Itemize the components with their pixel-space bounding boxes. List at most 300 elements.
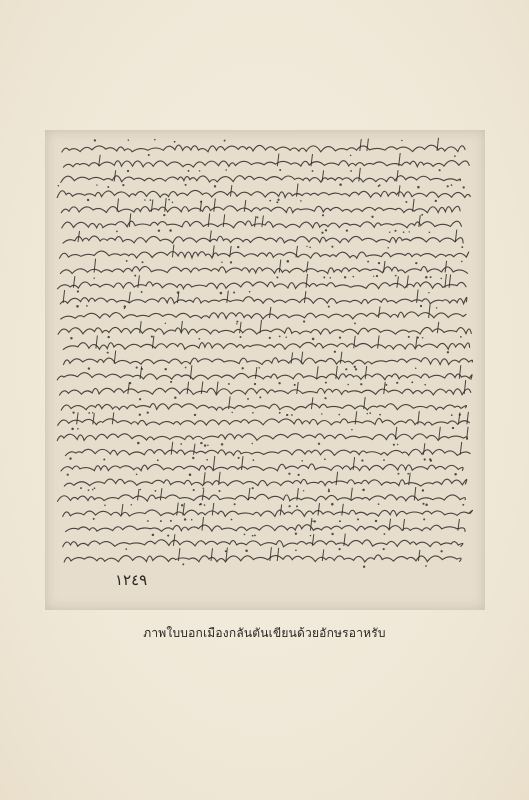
diacritic-dot	[88, 489, 90, 491]
diacritic-dot	[207, 444, 209, 446]
diacritic-dot	[259, 396, 261, 398]
diacritic-dot	[76, 305, 79, 308]
diacritic-dot	[389, 231, 390, 232]
diacritic-dot	[323, 276, 325, 278]
ascender-stroke	[378, 336, 380, 349]
diacritic-dot	[152, 534, 155, 537]
diacritic-dot	[94, 487, 96, 489]
diacritic-dot	[182, 563, 184, 565]
diacritic-dot	[424, 458, 426, 460]
ascender-stroke	[414, 487, 416, 500]
diacritic-dot	[218, 490, 220, 492]
diacritic-dot	[289, 505, 291, 507]
diacritic-dot	[301, 460, 303, 462]
diacritic-dot	[137, 442, 140, 445]
diacritic-dot	[172, 202, 174, 204]
diacritic-dot	[288, 473, 290, 475]
diacritic-dot	[362, 489, 365, 492]
diacritic-dot	[170, 520, 172, 522]
diacritic-dot	[131, 504, 133, 506]
diacritic-dot	[128, 139, 130, 141]
diacritic-dot	[403, 231, 405, 233]
diacritic-dot	[103, 458, 105, 460]
diacritic-dot	[169, 229, 172, 232]
diacritic-dot	[411, 381, 413, 383]
diacritic-dot	[447, 351, 449, 353]
diacritic-dot	[440, 550, 442, 552]
diacritic-dot	[352, 276, 354, 278]
diacritic-dot	[136, 473, 138, 475]
ascender-stroke	[77, 412, 79, 424]
diacritic-dot	[279, 336, 281, 338]
diacritic-dot	[421, 214, 423, 216]
script-line	[63, 236, 463, 243]
ascender-stroke	[138, 489, 140, 500]
ascender-stroke	[227, 291, 229, 303]
diacritic-dot	[462, 504, 464, 506]
diacritic-dot	[325, 382, 327, 384]
ascender-stroke	[304, 291, 306, 303]
ascender-stroke	[269, 307, 271, 318]
diacritic-dot	[345, 368, 347, 370]
diacritic-dot	[221, 443, 223, 445]
ascender-stroke	[384, 261, 386, 273]
diacritic-dot	[122, 184, 124, 186]
script-line	[60, 251, 469, 258]
diacritic-dot	[72, 411, 74, 413]
script-line	[61, 404, 466, 411]
diacritic-dot	[401, 140, 402, 141]
diacritic-dot	[367, 413, 368, 414]
manuscript-date: ١٢٤٩	[115, 571, 148, 589]
script-line	[61, 206, 460, 213]
diacritic-dot	[395, 275, 397, 277]
diacritic-dot	[394, 230, 396, 232]
diacritic-dot	[231, 412, 232, 413]
diacritic-dot	[93, 277, 95, 279]
script-line	[63, 342, 469, 349]
ascender-stroke	[172, 245, 174, 258]
diacritic-dot	[136, 367, 138, 369]
ascender-stroke	[397, 277, 399, 288]
ascender-stroke	[384, 382, 386, 394]
diacritic-dot	[328, 489, 330, 491]
script-line	[64, 479, 466, 486]
diacritic-dot	[300, 200, 302, 202]
diacritic-dot	[347, 384, 349, 386]
ascender-stroke	[208, 213, 210, 227]
diacritic-dot	[424, 384, 426, 386]
diacritic-dot	[87, 199, 89, 201]
diacritic-dot	[214, 185, 216, 187]
ascender-stroke	[413, 199, 415, 212]
diacritic-dot	[242, 367, 244, 369]
diacritic-dot	[354, 322, 356, 324]
diacritic-dot	[204, 504, 206, 506]
diacritic-dot	[461, 261, 463, 263]
handwritten-arabic-script	[45, 130, 485, 610]
diacritic-dot	[69, 457, 71, 459]
diacritic-dot	[331, 246, 333, 248]
diacritic-dot	[461, 246, 463, 248]
diacritic-dot	[463, 186, 465, 188]
diacritic-dot	[244, 534, 246, 536]
diacritic-dot	[225, 169, 227, 171]
diacritic-dot	[252, 412, 254, 414]
diacritic-dot	[126, 260, 128, 262]
diacritic-dot	[378, 262, 380, 264]
diacritic-dot	[140, 489, 142, 491]
script-line	[65, 449, 470, 455]
diacritic-dot	[147, 520, 149, 522]
diacritic-dot	[454, 473, 457, 476]
diacritic-dot	[378, 185, 380, 187]
diacritic-dot	[234, 503, 236, 505]
diacritic-dot	[435, 200, 437, 202]
diacritic-dot	[355, 368, 357, 370]
diacritic-dot	[107, 186, 109, 188]
script-line	[57, 373, 472, 380]
diacritic-dot	[189, 473, 192, 476]
diacritic-dot	[291, 414, 293, 416]
diacritic-dot	[415, 262, 417, 264]
script-line	[66, 525, 465, 532]
diacritic-dot	[298, 474, 300, 476]
ascender-stroke	[214, 198, 216, 211]
ascender-stroke	[407, 276, 409, 288]
diacritic-dot	[454, 155, 456, 157]
diacritic-dot	[383, 548, 385, 550]
diacritic-dot	[351, 429, 353, 431]
ascender-stroke	[279, 260, 281, 273]
diacritic-dot	[269, 337, 271, 339]
diacritic-dot	[96, 184, 97, 185]
diacritic-dot	[181, 504, 183, 506]
diacritic-dot	[124, 308, 126, 310]
diacritic-dot	[371, 216, 373, 218]
diacritic-dot	[398, 473, 400, 475]
script-line	[61, 312, 466, 319]
ascender-stroke	[202, 489, 204, 500]
diacritic-dot	[314, 520, 316, 522]
diacritic-dot	[154, 139, 156, 141]
ascender-stroke	[351, 488, 353, 501]
diacritic-dot	[134, 275, 136, 277]
script-line	[63, 540, 463, 547]
diacritic-dot	[420, 305, 422, 307]
ascender-stroke	[223, 214, 225, 227]
diacritic-dot	[254, 534, 256, 536]
diacritic-dot	[276, 201, 278, 203]
diacritic-dot	[220, 292, 223, 295]
diacritic-dot	[199, 170, 201, 172]
diacritic-dot	[324, 458, 326, 460]
diacritic-dot	[415, 367, 417, 369]
ascender-stroke	[211, 548, 213, 561]
diacritic-dot	[124, 305, 127, 308]
diacritic-dot	[125, 548, 127, 550]
ascender-stroke	[230, 246, 232, 257]
diacritic-dot	[224, 140, 226, 142]
diacritic-dot	[276, 276, 278, 278]
diacritic-dot	[257, 216, 259, 218]
script-line	[64, 358, 473, 365]
script-line	[60, 388, 471, 395]
diacritic-dot	[350, 155, 352, 157]
diacritic-dot	[338, 548, 340, 550]
diacritic-dot	[199, 504, 201, 506]
diacritic-dot	[252, 535, 254, 537]
diacritic-dot	[375, 520, 377, 522]
ascender-stroke	[94, 259, 96, 273]
ascender-stroke	[255, 367, 257, 379]
ascender-stroke	[240, 322, 242, 333]
diacritic-dot	[192, 457, 194, 459]
ascender-stroke	[255, 216, 257, 227]
script-line	[64, 555, 461, 562]
ascender-stroke	[202, 517, 204, 531]
diacritic-dot	[328, 306, 330, 308]
diacritic-dot	[194, 414, 196, 416]
script-line	[58, 327, 471, 334]
diacritic-dot	[185, 367, 187, 369]
diacritic-dot	[92, 489, 93, 490]
diacritic-dot	[379, 414, 381, 416]
ascender-stroke	[340, 352, 342, 364]
diacritic-dot	[71, 428, 74, 431]
ascender-stroke	[306, 274, 308, 288]
ascender-stroke	[464, 380, 466, 394]
ascender-stroke	[160, 488, 162, 500]
diacritic-dot	[286, 414, 288, 416]
ascender-stroke	[310, 518, 312, 531]
diacritic-dot	[383, 533, 385, 535]
diacritic-dot	[294, 384, 296, 386]
diacritic-dot	[116, 231, 118, 233]
diacritic-dot	[357, 518, 359, 520]
ascender-stroke	[353, 457, 355, 470]
diacritic-dot	[312, 520, 313, 521]
script-line	[58, 494, 466, 501]
diacritic-dot	[203, 488, 205, 490]
diacritic-dot	[321, 232, 323, 234]
diacritic-dot	[361, 459, 363, 461]
ascender-stroke	[187, 382, 189, 394]
diacritic-dot	[346, 229, 348, 231]
ascender-stroke	[307, 261, 309, 272]
diacritic-dot	[409, 231, 410, 232]
diacritic-dot	[252, 487, 254, 489]
diacritic-dot	[428, 292, 429, 293]
diacritic-dot	[180, 443, 182, 445]
ascender-stroke	[194, 444, 196, 455]
ascender-stroke	[317, 366, 319, 379]
diacritic-dot	[354, 366, 356, 368]
diacritic-dot	[429, 232, 431, 234]
ascender-stroke	[336, 472, 338, 485]
diacritic-dot	[237, 246, 239, 248]
diacritic-dot	[70, 337, 72, 339]
diacritic-dot	[170, 381, 172, 383]
diacritic-dot	[303, 320, 305, 322]
diacritic-dot	[147, 411, 149, 413]
diacritic-dot	[240, 336, 242, 338]
diacritic-dot	[127, 170, 129, 172]
diacritic-dot	[383, 459, 385, 461]
diacritic-dot	[439, 169, 441, 171]
diacritic-dot	[142, 261, 144, 263]
ascender-stroke	[129, 292, 131, 303]
diacritic-dot	[279, 412, 281, 414]
diacritic-dot	[151, 336, 153, 338]
diacritic-dot	[150, 199, 152, 201]
diacritic-dot	[312, 338, 315, 341]
ascender-stroke	[244, 200, 246, 212]
diacritic-dot	[328, 490, 330, 492]
diacritic-dot	[425, 276, 428, 279]
ascender-stroke	[429, 304, 431, 318]
manuscript-plate	[45, 130, 485, 610]
diacritic-dot	[193, 489, 195, 491]
diacritic-dot	[422, 503, 424, 505]
ascender-stroke	[342, 504, 344, 516]
ascender-stroke	[399, 185, 401, 196]
diacritic-dot	[94, 139, 96, 141]
diacritic-dot	[67, 474, 69, 476]
ascender-stroke	[242, 456, 244, 470]
diacritic-dot	[144, 199, 146, 201]
ascender-stroke	[318, 503, 320, 515]
diacritic-dot	[157, 459, 159, 461]
diacritic-dot	[296, 505, 298, 507]
script-line	[63, 161, 469, 168]
ascender-stroke	[379, 306, 381, 318]
ascender-stroke	[418, 550, 420, 561]
diacritic-dot	[318, 443, 320, 445]
diacritic-dot	[92, 412, 94, 414]
ascender-stroke	[277, 154, 279, 167]
diacritic-dot	[58, 185, 60, 187]
diacritic-dot	[158, 229, 160, 231]
diacritic-dot	[236, 321, 238, 323]
diacritic-dot	[174, 396, 176, 398]
diacritic-dot	[440, 278, 442, 280]
ascender-stroke	[171, 442, 173, 455]
diacritic-dot	[396, 382, 398, 384]
diacritic-dot	[107, 336, 109, 338]
ascender-stroke	[128, 382, 130, 394]
diacritic-dot	[306, 246, 307, 247]
diacritic-dot	[436, 307, 438, 309]
diacritic-dot	[334, 351, 336, 353]
ascender-stroke	[322, 549, 324, 561]
diacritic-dot	[309, 247, 311, 249]
diacritic-dot	[330, 277, 332, 279]
diacritic-dot	[397, 444, 398, 445]
diacritic-dot	[425, 504, 428, 507]
ascender-stroke	[439, 427, 441, 440]
ascender-stroke	[230, 185, 232, 196]
diacritic-dot	[287, 260, 290, 263]
diacritic-dot	[430, 276, 432, 278]
diacritic-dot	[168, 199, 170, 201]
diacritic-dot	[185, 184, 187, 186]
diacritic-dot	[77, 428, 79, 430]
diacritic-dot	[164, 368, 166, 370]
diacritic-dot	[339, 337, 341, 339]
diacritic-dot	[165, 323, 166, 324]
diacritic-dot	[253, 459, 255, 461]
diacritic-dot	[387, 247, 389, 249]
diacritic-dot	[425, 565, 427, 567]
ascender-stroke	[277, 548, 279, 561]
ascender-stroke	[423, 443, 425, 455]
diacritic-dot	[376, 275, 378, 277]
script-line	[57, 434, 467, 441]
diacritic-dot	[230, 261, 232, 263]
script-line	[60, 297, 467, 304]
diacritic-dot	[148, 154, 150, 156]
ascender-stroke	[212, 503, 214, 516]
diacritic-dot	[408, 336, 410, 338]
diacritic-dot	[422, 337, 424, 339]
ascender-stroke	[437, 322, 439, 333]
diacritic-dot	[322, 214, 324, 216]
diacritic-dot	[191, 519, 193, 521]
diacritic-dot	[378, 503, 380, 505]
ascender-stroke	[417, 290, 419, 303]
ascender-stroke	[359, 168, 361, 182]
ascender-stroke	[178, 548, 180, 561]
diacritic-dot	[80, 487, 82, 489]
diacritic-dot	[331, 533, 333, 535]
ascender-stroke	[291, 352, 293, 363]
ascender-stroke	[449, 275, 451, 288]
diacritic-dot	[154, 490, 156, 492]
diacritic-dot	[167, 535, 169, 537]
diacritic-dot	[452, 427, 454, 429]
diacritic-dot	[460, 336, 462, 338]
diacritic-dot	[225, 550, 227, 552]
diacritic-dot	[385, 384, 387, 386]
diacritic-dot	[350, 170, 352, 172]
ascender-stroke	[301, 352, 303, 364]
diacritic-dot	[310, 535, 311, 536]
diacritic-dot	[238, 457, 240, 459]
diacritic-dot	[88, 412, 90, 414]
ascender-stroke	[311, 154, 313, 166]
diacritic-dot	[278, 382, 280, 384]
diacritic-dot	[451, 184, 453, 186]
ascender-stroke	[355, 411, 357, 424]
diacritic-dot	[184, 518, 186, 520]
diacritic-dot	[107, 352, 109, 354]
diacritic-dot	[423, 518, 425, 520]
diacritic-dot	[325, 229, 327, 231]
diacritic-dot	[417, 186, 420, 189]
diacritic-dot	[249, 291, 251, 293]
diacritic-dot	[277, 199, 279, 201]
ascender-stroke	[297, 184, 299, 197]
diacritic-dot	[245, 550, 248, 553]
script-line	[57, 190, 470, 197]
diacritic-dot	[141, 291, 143, 293]
diacritic-dot	[160, 520, 162, 522]
diacritic-dot	[321, 413, 322, 414]
ascender-stroke	[360, 139, 362, 151]
diacritic-dot	[373, 276, 374, 277]
diacritic-dot	[139, 398, 141, 400]
